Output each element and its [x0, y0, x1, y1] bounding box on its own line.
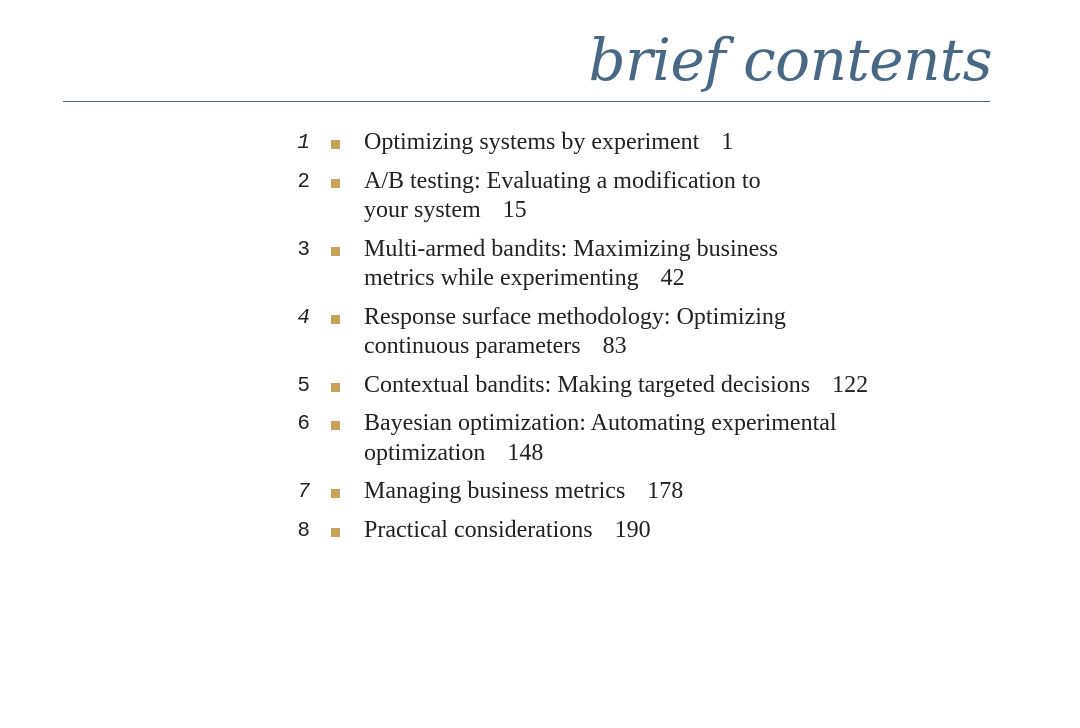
chapter-title-line: metrics while experimenting: [364, 265, 639, 291]
toc-entry[interactable]: [280, 235, 1000, 294]
chapter-page-number: 15: [502, 197, 527, 223]
bullet-icon: [331, 140, 340, 149]
toc-entry[interactable]: [280, 409, 1000, 468]
toc-entry[interactable]: [280, 128, 1000, 158]
bullet-icon: [331, 528, 340, 537]
page-title: brief contents: [588, 26, 992, 94]
chapter-title-line: Multi-armed bandits: Maximizing business: [364, 235, 778, 262]
chapter-title-line: Managing business metrics: [364, 478, 626, 504]
chapter-title: [364, 303, 944, 362]
chapter-number: 6: [297, 413, 310, 436]
chapter-page-number: 148: [507, 439, 544, 466]
chapter-number: 4: [297, 306, 310, 330]
chapter-title: [364, 128, 944, 158]
toc-entry[interactable]: [280, 303, 1000, 362]
chapter-title-line: your system: [364, 197, 481, 223]
bullet-icon: [331, 421, 340, 430]
bullet-icon: [331, 179, 340, 188]
chapter-number: 2: [297, 170, 310, 194]
toc-entry[interactable]: [280, 477, 1000, 507]
chapter-number: 7: [297, 481, 310, 504]
chapter-page-number: 1: [721, 129, 734, 155]
chapter-title: [364, 371, 944, 401]
chapter-title: [364, 409, 944, 468]
table-of-contents: [280, 128, 1000, 554]
chapter-number: 1: [297, 132, 310, 155]
chapter-title: [364, 235, 944, 294]
chapter-title-line: Bayesian optimization: Automating experimental: [364, 410, 837, 436]
toc-entry[interactable]: [280, 371, 1000, 401]
chapter-title: [364, 516, 944, 546]
chapter-title-line: optimization: [364, 439, 486, 466]
chapter-page-number: 42: [660, 265, 685, 291]
chapter-title-line: Contextual bandits: Making targeted decisions: [364, 371, 811, 398]
header-divider: [63, 101, 990, 102]
chapter-page-number: 122: [832, 371, 869, 398]
toc-entry[interactable]: [280, 516, 1000, 546]
chapter-page-number: 190: [614, 516, 651, 543]
chapter-title-line: Optimizing systems by experiment: [364, 129, 700, 155]
chapter-title: [364, 167, 944, 226]
chapter-number: 3: [297, 238, 310, 262]
bullet-icon: [331, 247, 340, 256]
chapter-number: 8: [297, 519, 310, 543]
chapter-title-line: Practical considerations: [364, 516, 593, 543]
toc-entry[interactable]: [280, 167, 1000, 226]
chapter-number: 5: [297, 374, 310, 398]
bullet-icon: [331, 315, 340, 324]
bullet-icon: [331, 383, 340, 392]
chapter-page-number: 83: [602, 333, 627, 359]
chapter-page-number: 178: [647, 478, 684, 504]
chapter-title-line: Response surface methodology: Optimizing: [364, 303, 786, 330]
chapter-title-line: A/B testing: Evaluating a modification to: [364, 167, 761, 194]
chapter-title: [364, 477, 944, 507]
bullet-icon: [331, 489, 340, 498]
chapter-title-line: continuous parameters: [364, 333, 581, 359]
